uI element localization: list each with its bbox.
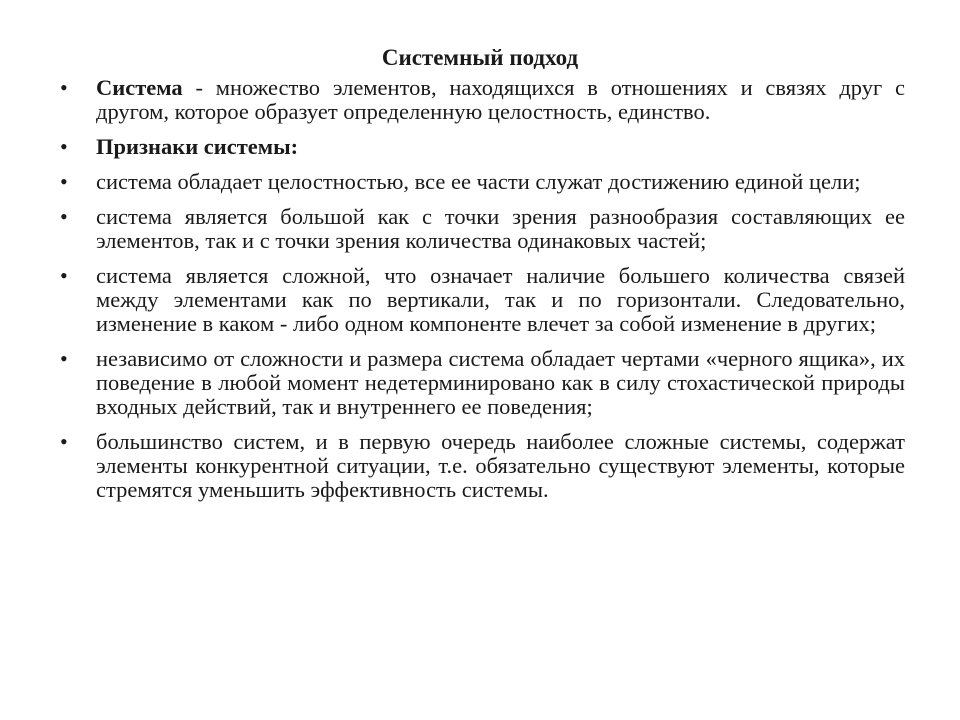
term-features: Признаки системы: bbox=[96, 134, 299, 159]
bullet-icon: • bbox=[60, 263, 68, 288]
bullet-icon: • bbox=[60, 204, 68, 229]
slide-title: Системный подход bbox=[381, 45, 579, 70]
term-system: Система bbox=[96, 75, 183, 100]
bullet-icon: • bbox=[60, 134, 68, 159]
bullet-icon: • bbox=[60, 346, 68, 371]
feature-text: большинство систем, и в первую очередь наиболее сложные системы, содержат элементы конкурентной ситуации, т.е. обязательно существуют элементы, которые стремятся уменьшить эффективность системы. bbox=[96, 429, 905, 502]
list-item bbox=[60, 170, 905, 194]
list-item bbox=[60, 135, 905, 159]
feature-text: система является большой как с точки зрения разнообразия составляющих ее элементов, так и с точки зрения количества одинаковых частей; bbox=[96, 204, 905, 253]
feature-text: система обладает целостностью, все ее части служат достижению единой цели; bbox=[96, 169, 861, 194]
feature-text: независимо от сложности и размера система обладает чертами «черного ящика», их поведение в любой момент недетерминировано как в силу стохастической природы входных действий, так и внутреннего ее поведения; bbox=[96, 346, 905, 419]
list-item bbox=[60, 205, 905, 253]
bullet-list bbox=[60, 76, 905, 513]
list-item bbox=[60, 430, 905, 502]
list-item bbox=[60, 347, 905, 419]
list-item bbox=[60, 264, 905, 336]
definition-text: - множество элементов, находящихся в отношениях и связях друг с другом, которое образует определенную целостность, единство. bbox=[96, 75, 905, 124]
feature-text: система является сложной, что означает наличие большего количества связей между элементами как по вертикали, так и по горизонтали. Следовательно, изменение в каком - либо одном компоненте влечет за собой изменение в других; bbox=[96, 263, 905, 336]
bullet-icon: • bbox=[60, 75, 68, 100]
bullet-icon: • bbox=[60, 429, 68, 454]
bullet-icon: • bbox=[60, 169, 68, 194]
list-item bbox=[60, 76, 905, 124]
